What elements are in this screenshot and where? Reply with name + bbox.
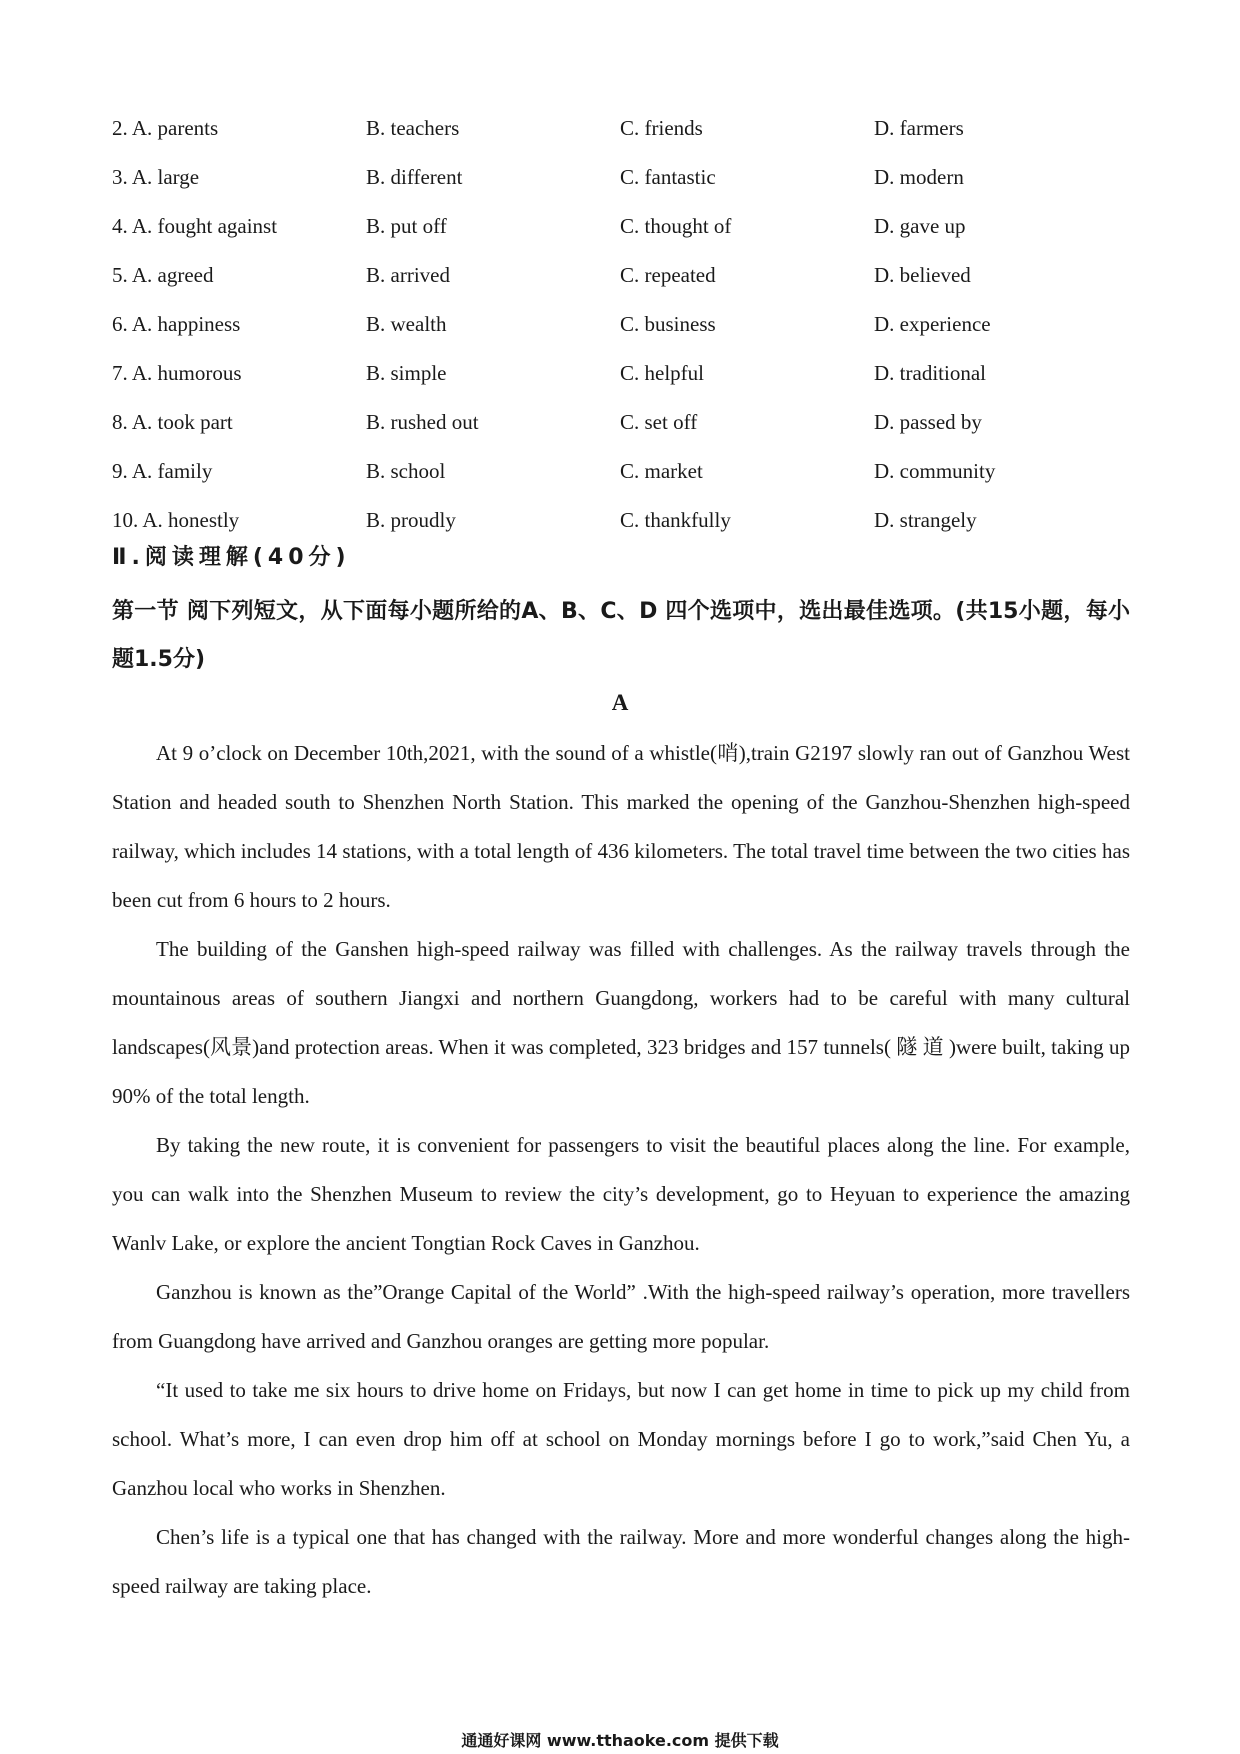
option-d: D. community — [874, 459, 996, 483]
option-c: C. thankfully — [620, 508, 731, 532]
option-c: C. helpful — [620, 361, 704, 385]
option-row — [112, 104, 1132, 153]
option-a: 7. A. humorous — [112, 361, 242, 385]
passage-paragraph: At 9 o’clock on December 10th,2021, with the sound of a whistle(哨),train G2197 slowly ran out of Ganzhou West Station and headed south to Shenzhen North Station. This marked the opening of the Ganzhou-Shenzhen high-speed railway, which includes 14 stations, with a total length of 436 kilometers. The total travel time between the two cities has been cut from 6 hours to 2 hours. — [112, 741, 1130, 912]
option-a: 10. A. honestly — [112, 508, 240, 532]
option-a: 3. A. large — [112, 165, 200, 189]
option-row — [112, 447, 1132, 496]
option-row — [112, 202, 1132, 251]
option-a: 8. A. took part — [112, 410, 233, 434]
passage-body — [112, 729, 1130, 1611]
passage-title: A — [611, 690, 629, 715]
option-row — [112, 496, 1132, 545]
passage-paragraph: Ganzhou is known as the”Orange Capital of the World” .With the high-speed railway’s operation, more travellers from Guangdong have arrived and Ganzhou oranges are getting more popular. — [112, 1280, 1130, 1353]
passage-paragraph: The building of the Ganshen high-speed railway was filled with challenges. As the railway travels through the mountainous areas of southern Jiangxi and northern Guangdong, workers had to be careful with many cultural landscapes(风景)and protection areas. When it was completed, 323 bridges and 157 tunnels( 隧 道 )were built, taking up 90% of the total length. — [112, 937, 1130, 1108]
page-footer: 通通好课网 www.tthaoke.com 提供下载 — [461, 1731, 779, 1750]
option-b: B. teachers — [366, 116, 460, 140]
option-a: 9. A. family — [112, 459, 213, 483]
option-d: D. strangely — [874, 508, 977, 532]
option-row — [112, 153, 1132, 202]
option-b: B. arrived — [366, 263, 450, 287]
passage-paragraph: Chen’s life is a typical one that has changed with the railway. More and more wonderful changes along the high-speed railway are taking place. — [112, 1525, 1130, 1598]
option-b: B. rushed out — [366, 410, 479, 434]
option-b: B. school — [366, 459, 446, 483]
option-b: B. different — [366, 165, 463, 189]
option-d: D. believed — [874, 263, 971, 287]
option-c: C. set off — [620, 410, 698, 434]
passage-paragraph: “It used to take me six hours to drive home on Fridays, but now I can get home in time to pick up my child from school. What’s more, I can even drop him off at school on Monday mornings before I go to work,”said Chen Yu, a Ganzhou local who works in Shenzhen. — [112, 1378, 1130, 1500]
option-row — [112, 349, 1132, 398]
option-c: C. repeated — [620, 263, 716, 287]
option-d: D. modern — [874, 165, 964, 189]
option-d: D. experience — [874, 312, 991, 336]
option-c: C. business — [620, 312, 716, 336]
option-a: 5. A. agreed — [112, 263, 214, 287]
section-heading: Ⅱ.阅读理解(40分) — [112, 545, 351, 570]
option-d: D. passed by — [874, 410, 982, 434]
option-row — [112, 251, 1132, 300]
option-b: B. wealth — [366, 312, 447, 336]
passage-paragraph: By taking the new route, it is convenient for passengers to visit the beautiful places along the line. For example, you can walk into the Shenzhen Museum to review the city’s development, go to Heyuan to experience the amazing Wanlv Lake, or explore the ancient Tongtian Rock Caves in Ganzhou. — [112, 1133, 1130, 1255]
option-c: C. friends — [620, 116, 703, 140]
option-c: C. thought of — [620, 214, 732, 238]
option-a: 2. A. parents — [112, 116, 219, 140]
section-instructions: 第一节 阅下列短文，从下面每小题所给的A、B、C、D 四个选项中，选出最佳选项。(共15小题，每小题1.5分) — [112, 599, 1130, 672]
option-b: B. simple — [366, 361, 447, 385]
option-d: D. farmers — [874, 116, 964, 140]
option-b: B. proudly — [366, 508, 456, 532]
option-a: 4. A. fought against — [112, 214, 278, 238]
answer-options-table — [112, 104, 1132, 545]
option-d: D. gave up — [874, 214, 966, 238]
option-row — [112, 398, 1132, 447]
option-d: D. traditional — [874, 361, 986, 385]
option-row — [112, 300, 1132, 349]
option-a: 6. A. happiness — [112, 312, 241, 336]
option-c: C. fantastic — [620, 165, 716, 189]
option-b: B. put off — [366, 214, 447, 238]
option-c: C. market — [620, 459, 703, 483]
